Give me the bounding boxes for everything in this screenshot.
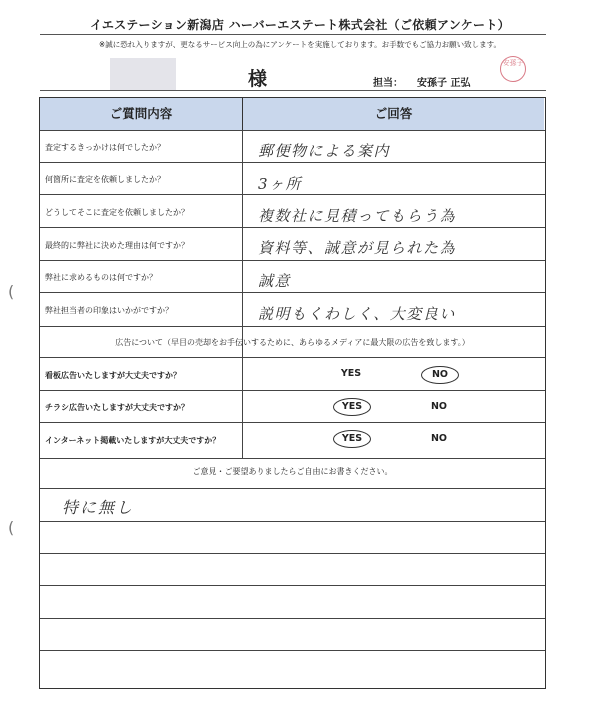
answer-handwriting: 資料等、誠意が見られた為 — [258, 239, 457, 257]
margin-mark: ( — [8, 282, 15, 301]
survey-table — [39, 97, 546, 689]
header-answer: ご回答 — [243, 98, 544, 130]
answer-handwriting: 誠意 — [258, 272, 292, 290]
row-line — [40, 458, 545, 459]
question-text: 弊社担当者の印象はいかがですか？ — [45, 306, 173, 315]
answer-handwriting: 3ヶ所 — [258, 175, 303, 193]
row-line — [40, 130, 545, 131]
comment-handwriting: 特に無し — [62, 498, 135, 517]
question-text: 査定するきっかけは何でしたか？ — [45, 143, 165, 152]
yes-option-circled: YES — [333, 430, 371, 448]
row-line — [40, 585, 545, 586]
rep-name: 安孫子 正弘 — [417, 78, 471, 89]
answer-handwriting: 説明もくわしく、大変良い — [258, 305, 456, 323]
question-text: 弊社に求めるものは何ですか？ — [45, 273, 157, 282]
row-line — [40, 260, 545, 261]
row-line — [40, 422, 545, 423]
row-line — [40, 326, 545, 327]
name-divider — [40, 90, 546, 91]
row-line — [40, 357, 545, 358]
ad-question: インターネット掲載いたしますが大丈夫ですか？ — [45, 436, 221, 445]
ad-note: 広告について（早目の売却をお手伝いするために、あらゆるメディアに最大限の広告を致します。） — [115, 338, 470, 347]
redacted-customer-name — [110, 58, 176, 90]
form-note: ※誠に恐れ入りますが、更なるサービス向上の為にアンケートを実施しております。お手数でもご協力お願い致します。 — [98, 40, 502, 49]
row-line — [40, 618, 545, 619]
answer-handwriting: 複数社に見積ってもらう為 — [258, 207, 457, 225]
rep-label: 担当： — [373, 78, 403, 89]
row-line — [40, 650, 545, 651]
row-line — [40, 162, 545, 163]
no-option: NO — [430, 433, 448, 444]
ad-question: チラシ広告いたしますが大丈夫ですか？ — [45, 403, 189, 412]
question-text: 最終的に弊社に決めた理由は何ですか？ — [45, 241, 189, 250]
yes-option: YES — [340, 368, 362, 379]
form-title: イエステーション新潟店 ハーバーエステート株式会社（ご依頼アンケート） — [90, 18, 510, 32]
no-option: NO — [430, 401, 448, 412]
question-text: どうしてそこに査定を依頼しましたか？ — [45, 208, 189, 217]
row-line — [40, 553, 545, 554]
header-question: ご質問内容 — [40, 98, 243, 130]
answer-handwriting: 郵便物による案内 — [258, 142, 391, 160]
row-line — [40, 488, 545, 489]
row-line — [40, 194, 545, 195]
row-line — [40, 390, 545, 391]
row-line — [40, 521, 545, 522]
row-line — [40, 227, 545, 228]
seal-stamp: 安孫子 — [500, 56, 526, 82]
margin-mark: ( — [8, 518, 15, 537]
comment-prompt: ご意見・ご要望ありましたらご自由にお書きください。 — [192, 467, 393, 476]
row-line — [40, 292, 545, 293]
ad-question: 看板広告いたしますが大丈夫ですか？ — [45, 371, 181, 380]
honorific: 様 — [248, 68, 268, 90]
no-option-circled: NO — [421, 366, 459, 384]
column-divider — [242, 130, 243, 458]
title-divider — [40, 34, 546, 35]
yes-option-circled: YES — [333, 398, 371, 416]
question-text: 何箇所に査定を依頼しましたか？ — [45, 175, 165, 184]
